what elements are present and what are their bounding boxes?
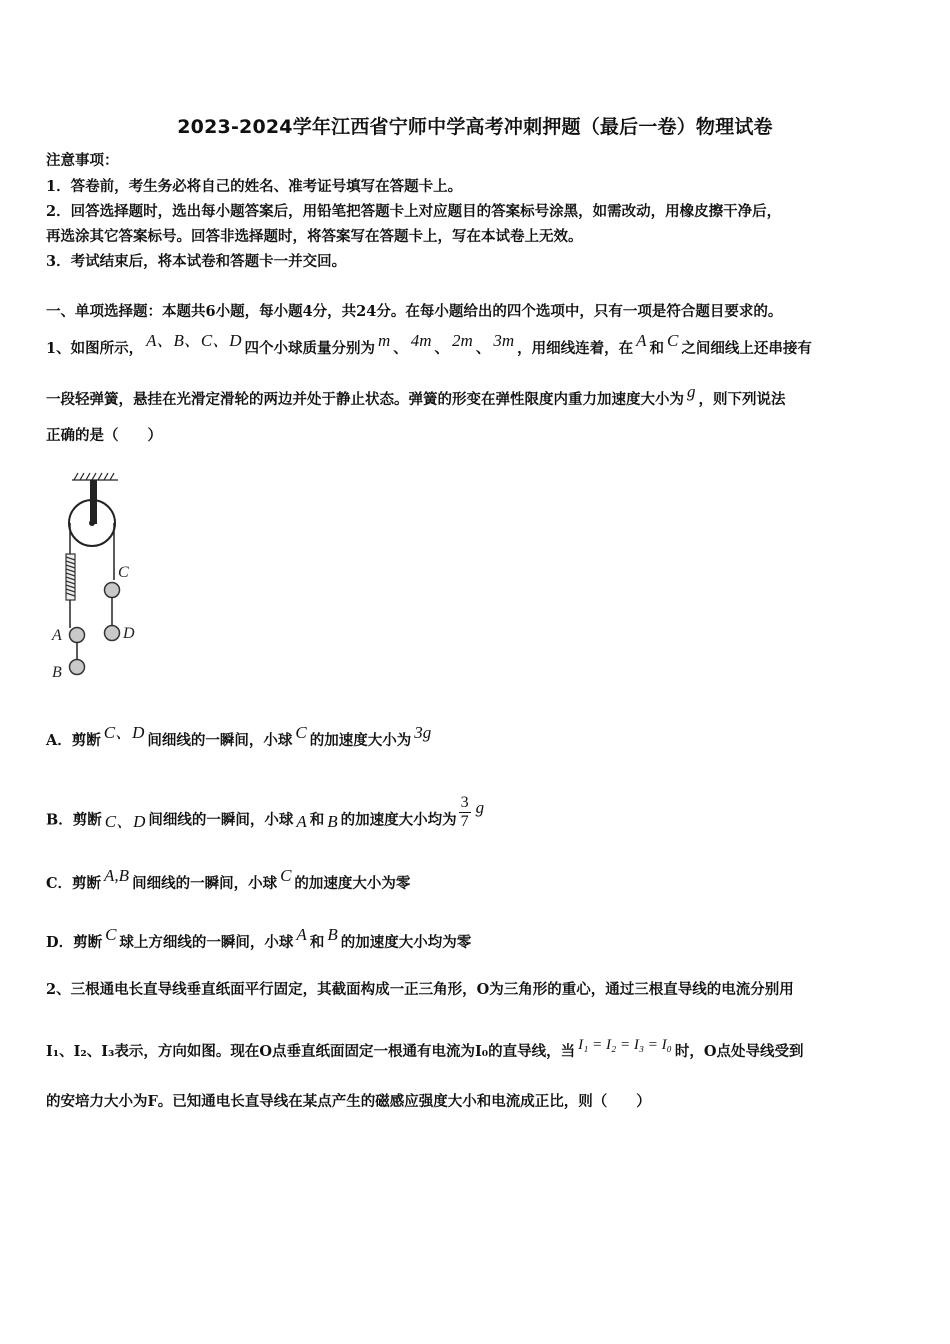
option-math: A,B [104,866,130,885]
q1-line-1 [46,331,908,359]
q1-math-mass: m [377,331,391,350]
ball-C [105,583,120,598]
section-heading: 一、单项选择题：本题共6小题，每小题4分，共24分。在每小题给出的四个选项中，只有一项是符合题目要求的。 [46,303,783,320]
option-math: C [280,866,292,885]
q2-line-3: 的安培力大小为F。已知通电长直导线在某点产生的磁感应强度大小和电流成正比，则（ ） [46,1093,651,1110]
option-text: 和 [309,811,325,829]
option-text: 的加速度大小均为 [340,811,457,829]
q1-math-balls: A、B、C、D [146,331,242,350]
q1-math-mass: 4m [410,331,432,350]
fraction [459,794,471,831]
q1-math-A: A [636,331,647,350]
label-D: D [123,625,135,642]
option-text: D．剪断 [46,934,103,951]
label-A: A [52,627,62,644]
option-math: C、D [104,811,146,831]
option-text: B．剪断 [46,811,102,829]
option-math: B [327,925,338,944]
option-text: 间细线的一瞬间，小球 [132,875,278,892]
option-text: A．剪断 [46,732,101,749]
ball-D [105,626,120,641]
notice-item-2a: 2．回答选择题时，选出每小题答案后，用铅笔把答题卡上对应题目的答案标号涂黑，如需改动，用橡皮擦干净后， [46,203,782,220]
pulley-axle [89,520,95,526]
option-text: 的加速度大小为零 [294,875,411,892]
pulley-rod [90,480,97,524]
exam-title: 2023-2024学年江西省宁师中学高考冲刺押题（最后一卷）物理试卷 [177,116,773,138]
option-text: 球上方细线的一瞬间，小球 [119,934,294,951]
q1-text: 之间细线上还串接有 [681,340,812,357]
q2-math: I₁ = I₂ = I₃ = I₀ [578,1037,672,1053]
q1-text: 1、如图所示， [46,340,144,357]
q1-text: ，用细线连着，在 [517,340,634,357]
option-text: 的加速度大小均为零 [340,934,472,951]
q2-text: I₁、I₂、I₃表示，方向如图。现在O点垂直纸面固定一根通有电流为I₀的直导线，当 [46,1043,576,1060]
q1-line-3: 正确的是（ ） [46,427,162,444]
q2-line-2 [46,1037,908,1062]
q1-text: 一段轻弹簧，悬挂在光滑定滑轮的两边并处于静止状态。弹簧的形变在弹性限度内重力加速度大小为 [46,391,684,408]
ball-A [70,628,85,643]
option-math: C [295,723,307,742]
option-math: B [327,811,338,831]
q1-sep: 、 [393,340,408,357]
q1-option-b [46,794,908,839]
ceiling-hatch [72,473,118,480]
fraction-denominator: 7 [460,813,469,830]
label-C: C [118,564,129,581]
option-math: C [105,925,117,944]
option-text: 和 [309,934,325,951]
q1-math-mass: 2m [452,331,473,350]
q1-option-a [46,723,908,751]
ball-B [70,660,85,675]
q1-text: 四个小球质量分别为 [244,340,375,357]
q1-text: ，则下列说法 [698,391,786,408]
q1-sep: 、 [434,340,450,357]
q2-line-1: 2、三根通电长直导线垂直纸面平行固定，其截面构成一正三角形，O为三角形的重心，通过三根直导线的电流分别用 [46,981,794,998]
notice-item-2b: 再选涂其它答案标号。回答非选择题时，将答案写在答题卡上，写在本试卷上无效。 [46,228,583,245]
q1-line-2 [46,382,908,410]
notice-heading: 注意事项： [46,152,119,169]
q1-math-C: C [667,331,679,350]
option-math: A [296,925,307,944]
q1-math-g: g [687,382,696,401]
q1-math-mass: 3m [493,331,515,350]
option-text: 间细线的一瞬间，小球 [147,732,293,749]
option-math: A [296,811,307,831]
q1-option-d [46,925,908,953]
option-text: 间细线的一瞬间，小球 [148,811,294,829]
option-text: 的加速度大小为 [309,732,412,749]
option-math: g [475,797,485,817]
option-text: C．剪断 [46,875,102,892]
pulley-diagram [44,470,154,690]
fraction-numerator: 3 [460,794,469,811]
label-B: B [52,664,62,681]
spring [66,554,75,600]
notice-item-1: 1．答卷前，考生务必将自己的姓名、准考证号填写在答题卡上。 [46,178,463,195]
option-math: 3g [414,723,432,742]
q1-sep: 、 [475,340,491,357]
q1-option-c [46,866,908,894]
q1-text: 和 [649,340,664,357]
option-math: C、D [103,723,145,742]
q2-text: 时，O点处导线受到 [674,1043,804,1060]
notice-item-3: 3．考试结束后，将本试卷和答题卡一并交回。 [46,253,347,270]
